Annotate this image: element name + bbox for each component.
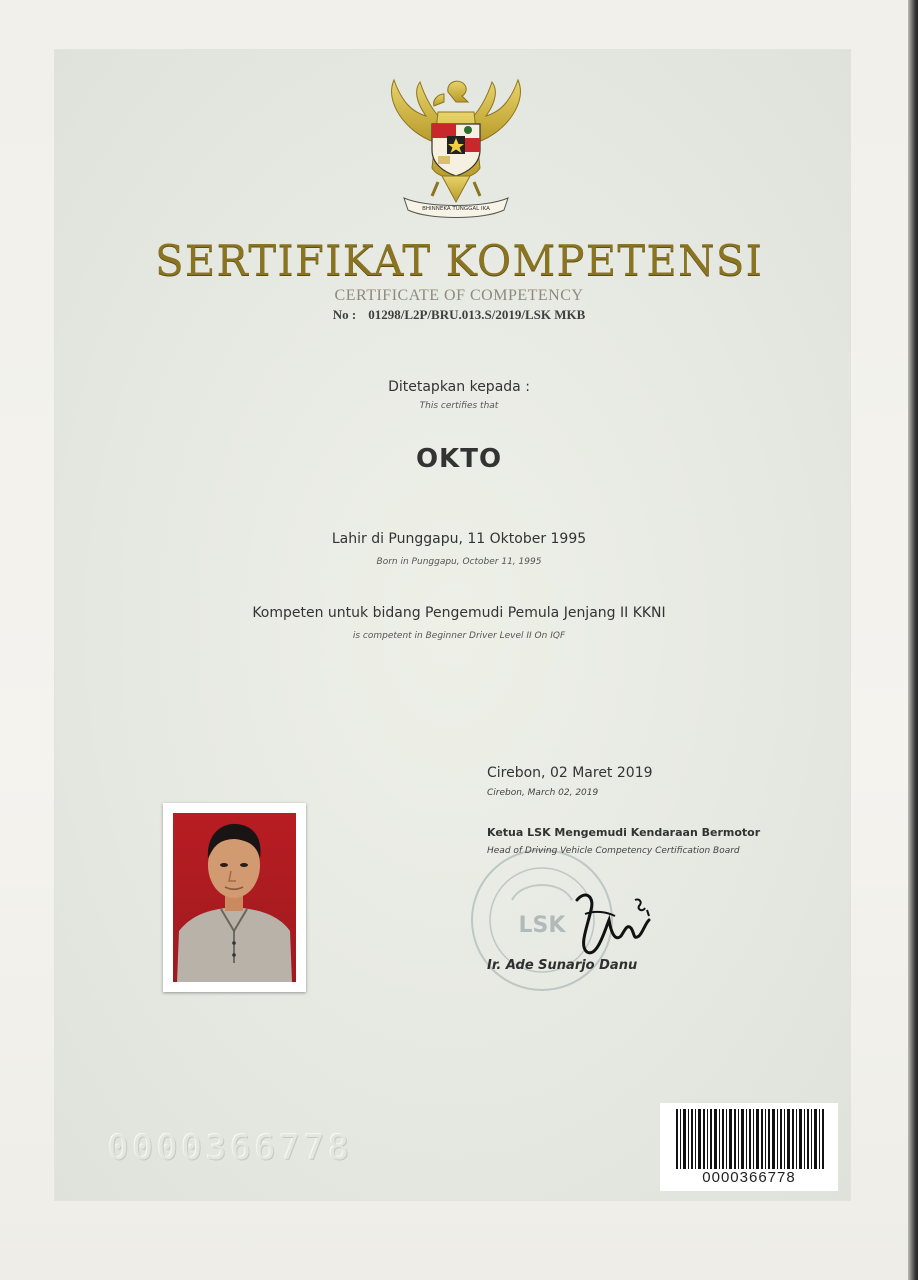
certificate-number-value: 01298/L2P/BRU.013.S/2019/LSK MKB: [368, 307, 586, 322]
certificate-title: SERTIFIKAT KOMPETENSI: [154, 236, 764, 285]
signer-position-block: [487, 826, 760, 856]
person-portrait: [173, 813, 296, 982]
svg-text:LSK: LSK: [518, 913, 566, 938]
recipient-photo: [163, 803, 306, 992]
certificate-number: [0, 307, 918, 323]
place-date: Cirebon, 02 Maret 2019: [487, 765, 653, 781]
photo-red-background: [173, 813, 296, 982]
svg-text:BHINNEKA TUNGGAL IKA: BHINNEKA TUNGGAL IKA: [422, 206, 490, 212]
given-to-label: Ditetapkan kepada :: [388, 379, 530, 395]
competency-statement-en: is competent in Beginner Driver Level II On IQF: [352, 631, 566, 641]
handwritten-signature: [565, 880, 655, 965]
signature-place-date: [487, 765, 653, 798]
competency-statement: Kompeten untuk bidang Pengemudi Pemula Jenjang II KKNI: [252, 605, 666, 621]
barcode-number: 0000366778: [702, 1169, 796, 1186]
signer-position: Ketua LSK Mengemudi Kendaraan Bermotor: [487, 826, 761, 839]
place-date-en: Cirebon, March 02, 2019: [487, 788, 599, 798]
given-to-label-en: This certifies that: [419, 401, 499, 411]
embossed-serial-number: 0000366778: [108, 1128, 353, 1168]
signer-name: Ir. Ade Sunarjo Danu: [487, 958, 638, 973]
recipient-name: OKTO: [415, 444, 503, 474]
birth-info-en: Born in Punggapu, October 11, 1995: [376, 557, 542, 567]
certificate-subtitle: CERTIFICATE OF COMPETENCY: [334, 287, 584, 304]
birth-info: Lahir di Punggapu, 11 Oktober 1995: [331, 531, 587, 547]
certificate-number-label: No :: [332, 307, 357, 322]
signer-position-en: Head of Driving Vehicle Competency Certification Board: [487, 846, 740, 856]
barcode-icon: [676, 1109, 826, 1169]
barcode-label: [660, 1103, 838, 1191]
garuda-crest-icon: [376, 72, 536, 232]
